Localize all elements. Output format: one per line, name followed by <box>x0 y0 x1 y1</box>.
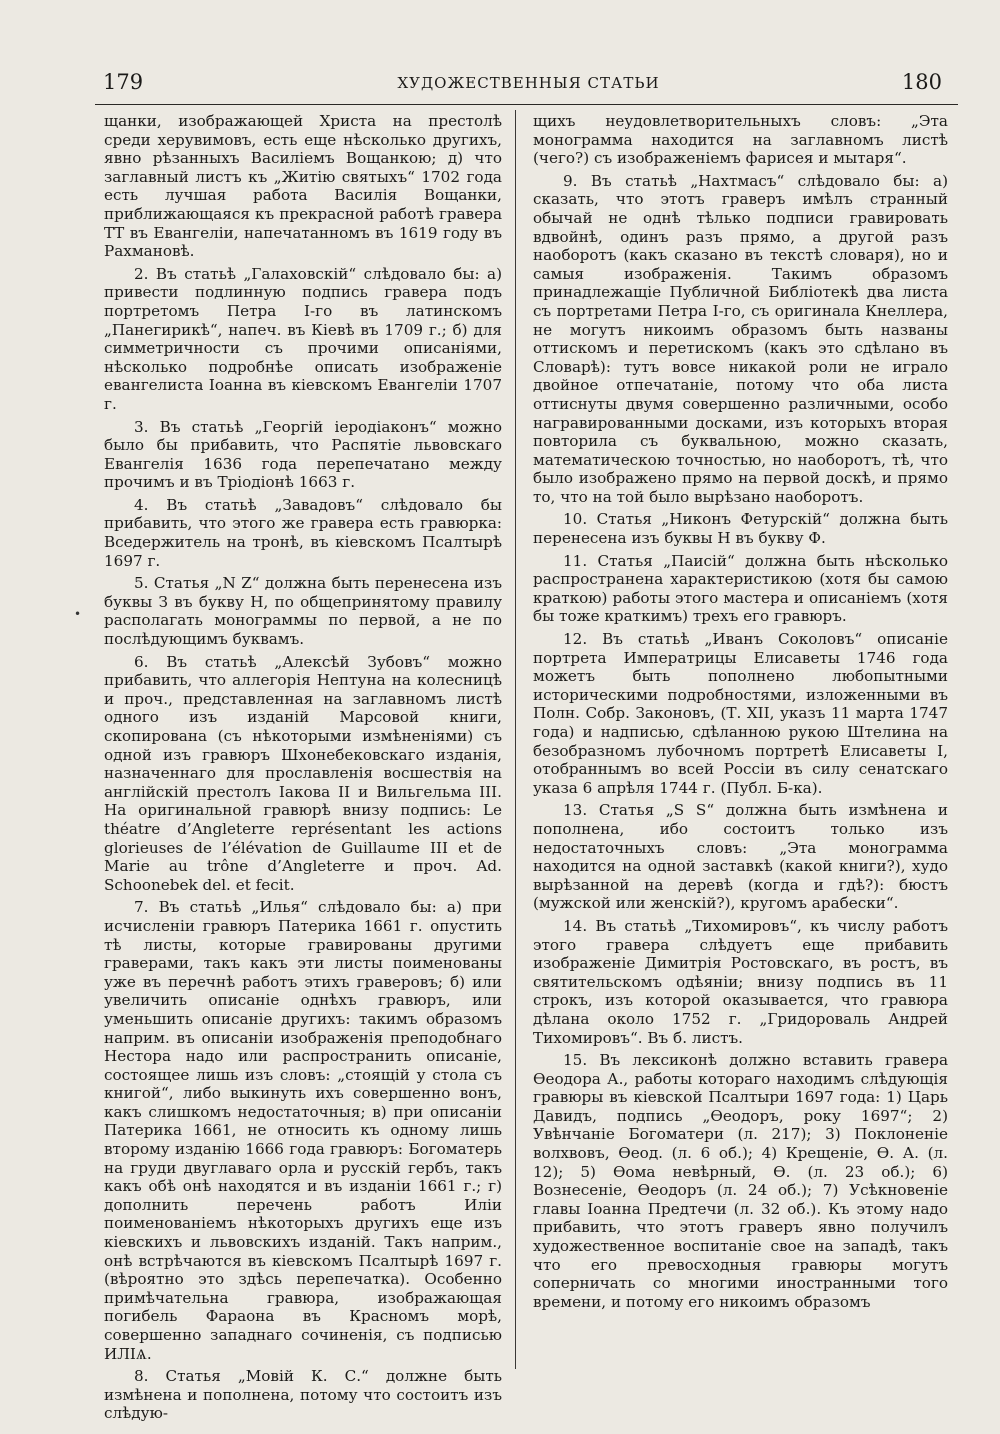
paragraph: 6. Въ статьѣ „Алексѣй Зубовъ“ можно прибавить, что аллегорія Нептуна на колесницѣ и проч., представленная на заглавномъ листѣ одного изъ изданій Марсовой книги, скопирована (съ нѣкоторыми измѣненіями) съ одной изъ гравюръ Шхонебековскаго изданія, назначеннаго для прославленія восшествія на англійскій престолъ Іакова II и Вильгельма III. На оригинальной гравюрѣ внизу подпись: Le théatre d’Angleterre représentant les actions glorieuses de l’élévation de Guillaume III et de Marie au trône d’Angleterre и проч. Ad. Schoonebek del. et fecit. <box>104 652 502 894</box>
paragraph: 2. Въ статьѣ „Галаховскій“ слѣдовало бы: а) привести подлинную подпись гравера подъ портретомъ Петра I-го въ латинскомъ „Панегирикѣ“, напеч. въ Кіевѣ въ 1709 г.; б) для симметричности съ прочими описаніями, нѣсколько подробнѣе описать изображеніе евангелиста Іоанна въ кіевскомъ Евангеліи 1707 г. <box>104 264 502 413</box>
paragraph: 8. Статья „Мовій К. С.“ должне быть измѣнена и пополнена, потому что состоитъ изъ слѣдую- <box>104 1367 502 1423</box>
header-rule <box>95 104 958 105</box>
column-divider <box>515 110 516 1369</box>
paragraph: щанки, изображающей Христа на престолѣ среди херувимовъ, есть еще нѣсколько другихъ, явно рѣзанныхъ Василіемъ Вощанкою; д) что заглавный листъ къ „Житію святыхъ“ 1702 года есть лучшая работа Василія Вощанки, приближающаяся къ прекрасной работѣ гравера ТТ въ Евангеліи, напечатанномъ въ 1619 году въ Рахмановѣ. <box>104 112 502 261</box>
running-title: ХУДОЖЕСТВЕННЫЯ СТАТЬИ <box>397 74 660 92</box>
paragraph: 13. Статья „S S“ должна быть измѣнена и пополнена, ибо состоитъ только изъ недостаточныхъ словъ: „Эта монограмма находится на одной заставкѣ (какой книги?), худо вырѣзанной на деревѣ (когда и гдѣ?): бюстъ (мужской или женскій?), кругомъ арабески“. <box>533 801 948 913</box>
paragraph: 4. Въ статьѣ „Завадовъ“ слѣдовало бы прибавить, что этого же гравера есть гравюрка: Вседержитель на тронѣ, въ кіевскомъ Псалтырѣ 1697 г. <box>104 495 502 570</box>
right-column <box>533 112 948 1374</box>
paragraph: 10. Статья „Никонъ Фетурскій“ должна быть перенесена изъ буквы Н въ букву Ф. <box>533 510 948 548</box>
paragraph: 15. Въ лексиконѣ должно вставить гравера Ѳеодора А., работы котораго находимъ слѣдующія гравюры въ кіевской Псалтыри 1697 года: 1) Царь Давидъ, подпись „Ѳеодоръ, року 1697“; 2) Увѣнчаніе Богоматери (л. 217); 3) Поклоненіе волхвовъ, Ѳеод. (л. 6 об.); 4) Крещеніе, Ѳ. А. (л. 12); 5) Ѳома невѣрный, Ѳ. (л. 23 об.); 6) Вознесеніе, Ѳеодоръ (л. 24 об.); 7) Усѣкновеніе главы Іоанна Предтечи (л. 32 об.). Къ этому надо прибавить, что этотъ граверъ явно получилъ художественное воспитаніе свое на западѣ, такъ что его превосходныя гравюры могутъ соперничать со многими иностранными того времени, и потому его никоимъ образомъ <box>533 1051 948 1311</box>
margin-mark: • <box>74 607 82 621</box>
paragraph: 5. Статья „N Z“ должна быть перенесена изъ буквы З въ букву Н, по общепринятому правилу располагать монограммы по первой, а не по послѣдующимъ буквамъ. <box>104 574 502 649</box>
paragraph: 11. Статья „Паисій“ должна быть нѣсколько распространена характеристикою (хотя бы самою краткою) работы этого мастера и описаніемъ (хотя бы тоже краткимъ) трехъ его гравюръ. <box>533 551 948 626</box>
paragraph: щихъ неудовлетворительныхъ словъ: „Эта монограмма находится на заглавномъ листѣ (чего?) съ изображеніемъ фарисея и мытаря“. <box>533 112 948 168</box>
left-column <box>104 112 502 1423</box>
page-number-right: 180 <box>901 70 942 94</box>
page-header <box>95 70 962 102</box>
paragraph: 9. Въ статьѣ „Нахтмасъ“ слѣдовало бы: а) сказать, что этотъ граверъ имѣлъ странный обычай не однѣ тѣлько подписи гравировать вдвойнѣ, одинъ разъ прямо, а другой разъ наоборотъ (какъ сказано въ текстѣ словаря), но и самыя изображенія. Такимъ образомъ принадлежащіе Публичной Библіотекѣ два листа съ портретами Петра I-го, съ оригинала Кнеллера, не могутъ никоимъ образомъ быть названы оттискомъ и перетискомъ (какъ это сдѣлано въ Словарѣ): тутъ вовсе никакой роли не играло двойное отпечатаніе, потому что оба листа оттиснуты двумя совершенно различными, особо награвированными досками, изъ которыхъ вторая повторила съ буквальною, можно сказать, математическою точностью, но наоборотъ, тѣ, что было изображено прямо на первой доскѣ, и прямо то, что на той было вырѣзано наоборотъ. <box>533 171 948 506</box>
paragraph: 14. Въ статьѣ „Тихомировъ“, къ числу работъ этого гравера слѣдуетъ еще прибавить изображеніе Димитрія Ростовскаго, въ ростъ, въ святительскомъ одѣяніи; внизу подпись въ 11 строкъ, изъ которой оказывается, что гравюра дѣлана около 1752 г. „Гридороваль Андрей Тихомировъ“. Въ б. листъ. <box>533 916 948 1047</box>
paragraph: 3. Въ статьѣ „Георгій іеродіаконъ“ можно было бы прибавить, что Распятіе львовскаго Евангелія 1636 года перепечатано между прочимъ и въ Тріодіонѣ 1663 г. <box>104 417 502 492</box>
paragraph: 12. Въ статьѣ „Иванъ Соколовъ“ описаніе портрета Императрицы Елисаветы 1746 года можетъ быть пополнено любопытными историческими подробностями, изложенными въ Полн. Собр. Законовъ, (Т. XII, указъ 11 марта 1747 года) и надписью, сдѣланною рукою Штелина на безобразномъ лубочномъ портретѣ Елисаветы I, отобраннымъ во всей Россіи въ силу сенатскаго указа 6 апрѣля 1744 г. (Публ. Б-ка). <box>533 630 948 797</box>
paragraph: 7. Въ статьѣ „Илья“ слѣдовало бы: а) при исчисленіи гравюръ Патерика 1661 г. опустить тѣ листы, которые гравированы другими граверами, такъ какъ эти листы поименованы уже въ перечнѣ работъ этихъ граверовъ; б) или увеличить описаніе однѣхъ гравюръ, или уменьшить описаніе другихъ: такимъ образомъ наприм. въ описаніи изображенія преподобнаго Нестора надо или распространить описаніе, состоящее лишь изъ словъ: „стоящій у стола съ книгой“, либо выкинуть ихъ совершенно вонъ, какъ слишкомъ недостаточныя; в) при описаніи Патерика 1661, не относить къ одному лишь второму изданію 1666 года гравюръ: Богоматерь на груди двуглаваго орла и русскій гербъ, такъ какъ обѣ онѣ находятся и въ изданіи 1661 г.; г) дополнить перечень работъ Иліи поименованіемъ нѣкоторыхъ другихъ еще изъ кіевскихъ и львовскихъ изданій. Такъ наприм., онѣ встрѣчаются въ кіевскомъ Псалтырѣ 1697 г. (вѣроятно это здѣсь перепечатка). Особенно примѣчательна гравюра, изображающая погибель Фараона въ Красномъ морѣ, совершенно западнаго сочиненія, съ подписью ИЛIѦ. <box>104 898 502 1363</box>
page-number-left: 179 <box>103 70 144 94</box>
